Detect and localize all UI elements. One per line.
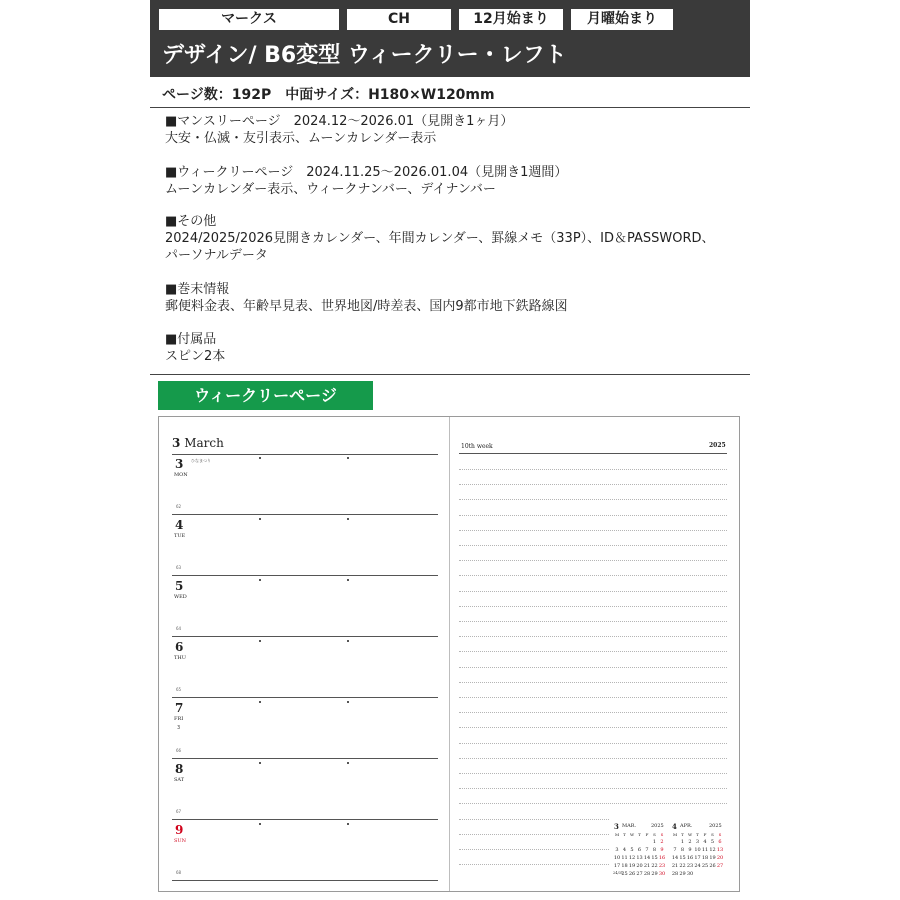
mini-month-name: APR. [680, 823, 693, 829]
day-divider [172, 514, 438, 515]
section-weekly [165, 164, 567, 198]
mini-day: 28 [643, 871, 651, 877]
mini-year: 2025 [651, 823, 664, 829]
mini-day: 19 [709, 855, 716, 861]
mini-year: 2025 [709, 823, 722, 829]
mini-weekday: F [645, 832, 649, 837]
ruled-line [459, 682, 727, 683]
mini-day: 12 [628, 855, 636, 861]
mini-weekday: M [672, 832, 678, 837]
divider-bottom [150, 374, 750, 375]
mini-day: 6 [637, 847, 642, 853]
left-header-rule [172, 454, 438, 455]
day-name: THU [174, 655, 186, 661]
tag-code: CH [347, 9, 451, 30]
section-heading: ■付属品 [165, 332, 217, 347]
day-number: 4 [175, 518, 184, 532]
ruled-line [459, 712, 727, 713]
mini-day: 14 [643, 855, 651, 861]
mini-day: 23 [686, 863, 694, 869]
day-number: 9 [175, 823, 184, 837]
ruled-line [459, 667, 727, 668]
ruled-line [459, 560, 727, 561]
product-title: デザイン/ B6変型 ウィークリー・レフト [162, 43, 567, 68]
time-marker-dot [259, 701, 261, 703]
mini-day: 17 [613, 863, 621, 869]
day-of-year: 66 [176, 748, 182, 753]
section-line: パーソナルデータ [165, 248, 268, 263]
mini-day: 7 [673, 847, 677, 853]
mini-day: 1 [652, 839, 657, 845]
planner-preview [158, 416, 740, 892]
mini-day: 24/31 [613, 871, 624, 875]
mini-day: 25 [701, 863, 709, 869]
mini-day: 3 [615, 847, 619, 853]
weekly-page-label: ウィークリーページ [158, 381, 373, 410]
mini-day: 11 [621, 855, 628, 861]
day-name: WED [174, 594, 187, 600]
section-appendix [165, 281, 568, 315]
day-of-year: 62 [176, 504, 182, 509]
mini-day: 4 [703, 839, 707, 845]
section-line: 郵便料金表、年齢早見表、世界地図/時差表、国内9都市地下鉄路線図 [165, 299, 568, 314]
ruled-line [459, 697, 727, 698]
mini-day: 15 [679, 855, 686, 861]
mini-day: 19 [628, 863, 636, 869]
mini-weekday: M [614, 832, 620, 837]
ruled-line [459, 849, 609, 850]
specs-line: ページ数：192P 中面サイズ：H180×W120mm [162, 87, 495, 103]
day-divider [172, 819, 438, 820]
mini-weekday: T [638, 832, 641, 837]
tag-start-weekday: 月曜始まり [571, 9, 673, 30]
time-marker-dot [347, 579, 349, 581]
mini-day: 2 [660, 839, 664, 845]
tag-brand: マークス [159, 9, 339, 30]
day-name: MON [174, 472, 188, 478]
ruled-line [459, 606, 727, 607]
ruled-line [459, 743, 727, 744]
ruled-line [459, 727, 727, 728]
day-divider [172, 575, 438, 576]
mini-day: 7 [645, 847, 649, 853]
mini-day: 26 [709, 863, 716, 869]
day-number: 6 [175, 640, 184, 654]
section-line: 大安・仏滅・友引表示、ムーンカレンダー表示 [165, 131, 437, 146]
section-line: スピン2本 [165, 349, 226, 364]
mini-day: 23 [658, 863, 666, 869]
mini-weekday: W [629, 832, 635, 837]
mini-day: 27 [636, 871, 643, 877]
planner-month-name: March [184, 436, 224, 450]
ruled-line [459, 636, 727, 637]
day-divider [172, 758, 438, 759]
mini-day: 29 [679, 871, 686, 877]
mini-weekday: T [681, 832, 684, 837]
section-heading: ■ウィークリーページ 2024.11.25～2026.01.04（見開き1週間） [165, 165, 568, 180]
mini-day: 5 [630, 847, 634, 853]
ruled-line [459, 484, 727, 485]
section-heading: ■マンスリーページ 2024.12～2026.01（見開き1ヶ月） [165, 114, 514, 129]
mini-day: 20 [636, 863, 643, 869]
time-marker-dot [347, 457, 349, 459]
mini-weekday: S [653, 832, 656, 837]
day-note: 3 [177, 725, 181, 731]
ruled-line [459, 864, 609, 865]
mini-day: 30 [686, 871, 694, 877]
section-monthly [165, 113, 513, 147]
mini-weekday: S [660, 832, 664, 837]
day-note: ひなまつり [191, 458, 211, 463]
planner-spine [449, 417, 450, 891]
section-accessories [165, 331, 225, 365]
time-marker-dot [347, 640, 349, 642]
mini-day: 13 [716, 847, 724, 853]
day-number: 8 [175, 762, 184, 776]
mini-day: 22 [679, 863, 686, 869]
mini-day: 13 [636, 855, 643, 861]
ruled-line [459, 651, 727, 652]
day-of-year: 63 [176, 565, 182, 570]
mini-day: 17 [694, 855, 701, 861]
ruled-line [459, 621, 727, 622]
mini-day: 6 [718, 839, 722, 845]
ruled-line [459, 591, 727, 592]
section-other [165, 213, 715, 264]
header-banner [150, 0, 750, 77]
divider-top [150, 107, 750, 108]
mini-day: 1 [680, 839, 685, 845]
mini-calendar-march [613, 822, 667, 884]
mini-day: 28 [671, 871, 679, 877]
time-marker-dot [259, 640, 261, 642]
ruled-line [459, 819, 609, 820]
mini-month-name: MAR. [622, 823, 637, 829]
day-number: 3 [175, 457, 184, 471]
mini-weekday: T [623, 832, 626, 837]
ruled-line [459, 758, 727, 759]
ruled-line [459, 788, 727, 789]
week-number-label: 10th week [461, 443, 493, 450]
ruled-line [459, 834, 609, 835]
mini-day: 18 [701, 855, 709, 861]
day-divider [172, 636, 438, 637]
mini-day: 29 [651, 871, 658, 877]
mini-month-num: 3 [614, 822, 619, 831]
planner-year: 2025 [709, 442, 726, 449]
ruled-line [459, 545, 727, 546]
day-name: FRI [174, 716, 184, 722]
ruled-line [459, 575, 727, 576]
mini-day: 10 [694, 847, 701, 853]
mini-day: 22 [651, 863, 658, 869]
right-header-rule [459, 453, 727, 454]
mini-day: 21 [643, 863, 651, 869]
section-heading: ■その他 [165, 214, 217, 229]
mini-day: 8 [680, 847, 685, 853]
time-marker-dot [259, 518, 261, 520]
mini-day: 10 [613, 855, 621, 861]
mini-day: 27 [716, 863, 724, 869]
ruled-line [459, 773, 727, 774]
planner-month-num: 3 [172, 436, 181, 450]
mini-day: 9 [688, 847, 692, 853]
section-heading: ■巻末情報 [165, 282, 230, 297]
mini-day: 2 [688, 839, 692, 845]
mini-weekday: W [687, 832, 693, 837]
ruled-line [459, 499, 727, 500]
time-marker-dot [259, 457, 261, 459]
mini-weekday: T [696, 832, 699, 837]
mini-day: 21 [671, 863, 679, 869]
mini-day: 11 [701, 847, 709, 853]
time-marker-dot [347, 518, 349, 520]
mini-day: 9 [660, 847, 664, 853]
mini-weekday: S [711, 832, 714, 837]
mini-day: 5 [710, 839, 715, 845]
mini-month-num: 4 [672, 822, 677, 831]
mini-calendar-april [671, 822, 725, 884]
day-number: 7 [175, 701, 184, 715]
day-of-year: 65 [176, 687, 182, 692]
section-line: 2024/2025/2026見開きカレンダー、年間カレンダー、罫線メモ（33P）、ID＆PASSWORD、 [165, 231, 715, 246]
mini-day: 20 [716, 855, 724, 861]
day-number: 5 [175, 579, 184, 593]
ruled-line [459, 469, 727, 470]
day-divider [172, 697, 438, 698]
day-name: TUE [174, 533, 186, 539]
mini-day: 3 [695, 839, 700, 845]
time-marker-dot [259, 762, 261, 764]
mini-weekday: S [718, 832, 722, 837]
planner-month-heading [172, 436, 224, 450]
time-marker-dot [259, 823, 261, 825]
day-of-year: 68 [176, 870, 182, 875]
day-of-year: 64 [176, 626, 182, 631]
mini-day: 18 [621, 863, 628, 869]
mini-day: 25 [621, 871, 628, 877]
ruled-line [459, 803, 727, 804]
tag-start-month: 12月始まり [459, 9, 563, 30]
time-marker-dot [347, 701, 349, 703]
mini-day: 14 [671, 855, 679, 861]
mini-day: 12 [709, 847, 716, 853]
day-name: SAT [174, 777, 185, 783]
mini-weekday: F [703, 832, 707, 837]
day-of-year: 67 [176, 809, 182, 814]
ruled-line [459, 515, 727, 516]
day-name: SUN [174, 838, 187, 844]
mini-day: 16 [686, 855, 694, 861]
time-marker-dot [259, 579, 261, 581]
mini-day: 30 [658, 871, 666, 877]
mini-day: 26 [628, 871, 636, 877]
mini-day: 16 [658, 855, 666, 861]
mini-day: 15 [651, 855, 658, 861]
mini-day: 8 [652, 847, 657, 853]
day-divider [172, 880, 438, 881]
time-marker-dot [347, 762, 349, 764]
mini-day: 24 [694, 863, 701, 869]
ruled-line [459, 530, 727, 531]
section-line: ムーンカレンダー表示、ウィークナンバー、デイナンバー [165, 182, 496, 197]
mini-day: 4 [622, 847, 627, 853]
time-marker-dot [347, 823, 349, 825]
